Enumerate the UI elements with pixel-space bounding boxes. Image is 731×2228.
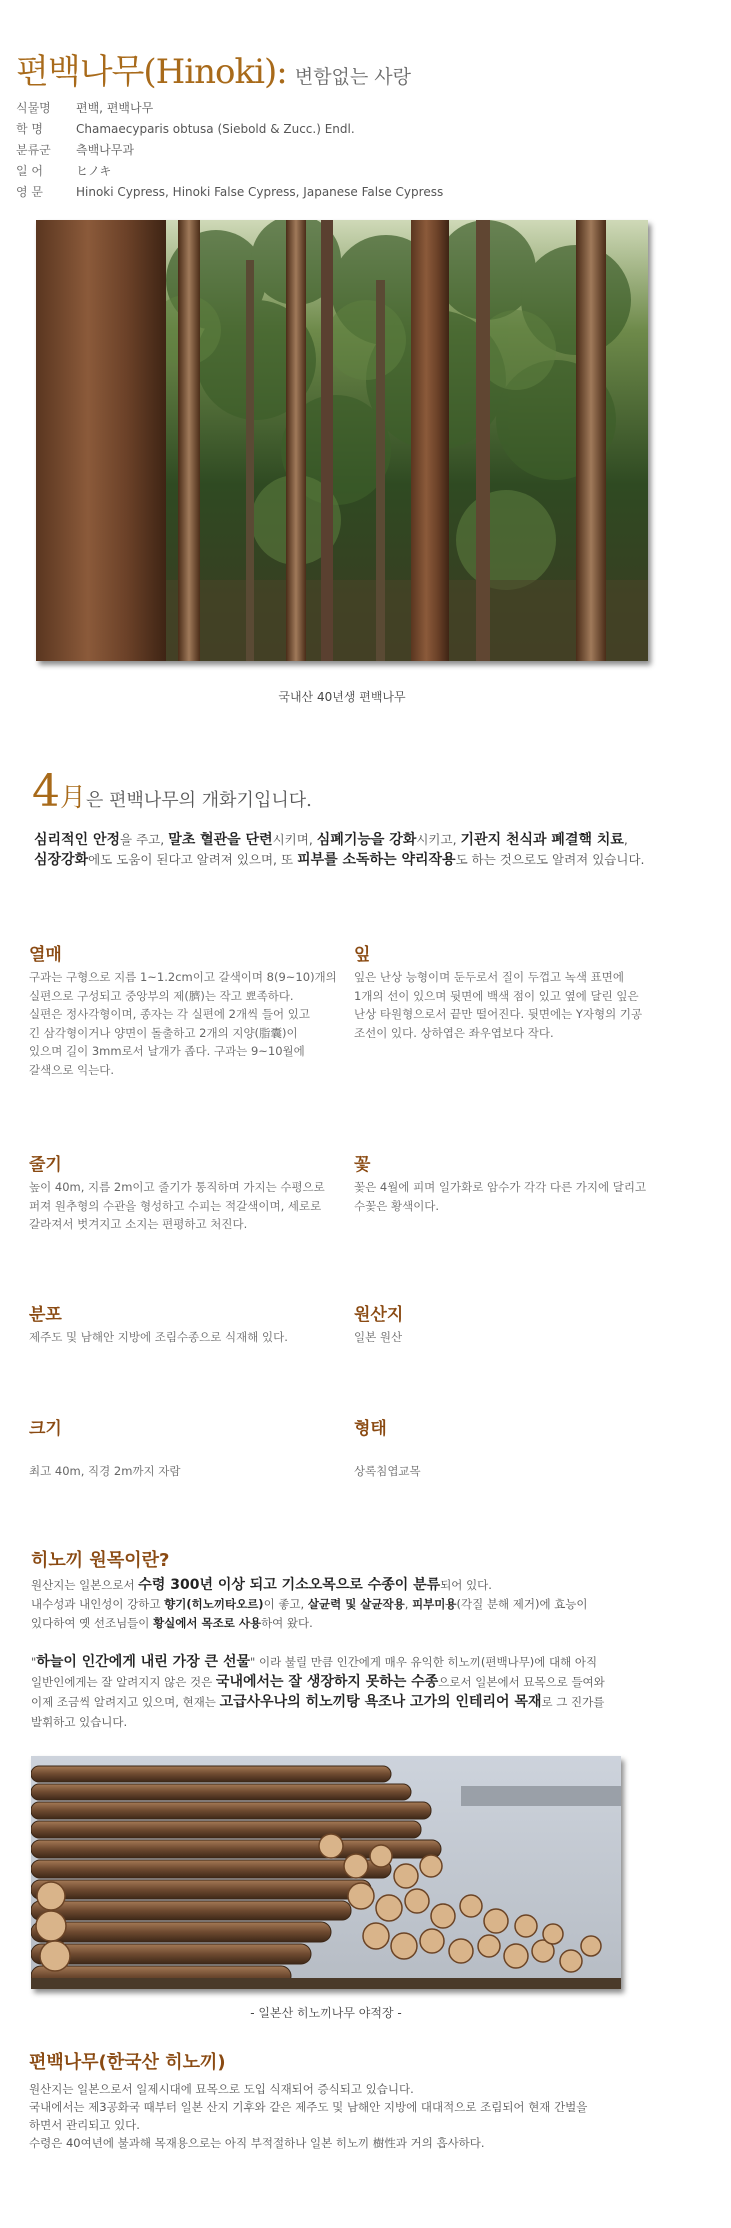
section-title-flower: 꽃 xyxy=(354,1155,371,1175)
intro-text: 시키며, xyxy=(272,832,317,847)
text-line xyxy=(31,1692,671,1712)
section-body-leaf xyxy=(354,968,674,1042)
info-row-scientific xyxy=(16,119,443,140)
body-line: 갈라져서 벗겨지고 소지는 편평하고 처진다. xyxy=(29,1217,248,1231)
section-title-size: 크기 xyxy=(29,1419,62,1439)
bold-text: 하늘이 인간에게 내린 가장 큰 선물 xyxy=(36,1654,251,1670)
info-row-name xyxy=(16,98,443,119)
section-body-size xyxy=(29,1462,339,1481)
intro-bold: 심폐기능을 강화 xyxy=(316,832,417,848)
body-line: 갈색으로 익는다. xyxy=(29,1062,115,1077)
text-line xyxy=(31,1652,671,1672)
intro-bold: 심장강화 xyxy=(34,852,89,868)
body-line: 실편으로 구성되고 중앙부의 제(臍)는 작고 뾰족하다. xyxy=(29,988,294,1003)
text-line: 원산지는 일본으로서 일제시대에 묘목으로 도입 식재되어 증식되고 있습니다. xyxy=(29,2082,414,2096)
body-line: 1개의 선이 있으며 뒷면에 백색 점이 있고 옆에 달린 잎은 xyxy=(354,988,639,1003)
plant-info-table xyxy=(16,98,443,203)
text: 일반인에게는 잘 알려지지 않은 것은 xyxy=(31,1675,216,1689)
text: 로 그 진가를 xyxy=(541,1695,605,1709)
hinoki-quote-paragraph xyxy=(31,1652,671,1732)
info-value: ヒノキ xyxy=(76,164,112,178)
bold-text: 황실에서 목조로 사용 xyxy=(153,1616,262,1630)
section-body-form xyxy=(354,1462,664,1481)
section-body-stem xyxy=(29,1178,339,1234)
body-line: 구과는 구형으로 지름 1~1.2cm이고 갈색이며 8(9~10)개의 xyxy=(29,970,337,984)
intro-bold: 피부를 소독하는 약리작용 xyxy=(297,852,456,868)
intro-text: 시키고, xyxy=(416,832,461,847)
text: 이제 조금씩 알려지고 있으며, 현재는 xyxy=(31,1695,220,1709)
hinoki-wood-paragraph xyxy=(31,1576,671,1633)
section-title-distribution: 분포 xyxy=(29,1305,62,1325)
text: 이 좋고, xyxy=(263,1597,308,1611)
intro-bold: 심리적인 안정 xyxy=(34,832,121,848)
info-row-family xyxy=(16,140,443,161)
korean-hinoki-title: 편백나무(한국산 히노끼) xyxy=(29,2052,226,2073)
month-unit: 月 xyxy=(60,783,87,813)
section-title-stem: 줄기 xyxy=(29,1155,62,1175)
section-title-leaf: 잎 xyxy=(354,945,371,965)
forest-photo-caption: 국내산 40년생 편백나무 xyxy=(278,690,406,704)
log-yard-photo xyxy=(31,1756,621,1989)
body-line: 긴 삼각형이거나 양면이 돌출하고 2개의 지양(脂囊)이 xyxy=(29,1025,298,1040)
bold-text: 향기(히노끼타오르) xyxy=(164,1597,264,1611)
section-body-flower xyxy=(354,1178,674,1215)
body-line: 조선이 있다. 상하엽은 좌우엽보다 작다. xyxy=(354,1025,554,1040)
info-key: 식물명 xyxy=(16,101,51,115)
title-colon: : xyxy=(276,52,288,92)
info-key: 영 문 xyxy=(16,185,43,199)
body-line: 퍼져 원추형의 수관을 형성하고 수피는 적갈색이며, 세로로 xyxy=(29,1198,322,1213)
text: 하여 왔다. xyxy=(261,1616,313,1630)
page-title xyxy=(16,44,411,93)
info-value: 측백나무과 xyxy=(76,143,134,157)
info-value: Hinoki Cypress, Hinoki False Cypress, Japanese False Cypress xyxy=(76,185,444,199)
body-line: 실편은 정사각형이며, 종자는 각 실편에 2개씩 들어 있고 xyxy=(29,1007,310,1021)
section-body-origin xyxy=(354,1328,664,1347)
text: , xyxy=(404,1597,413,1611)
hinoki-wood-title: 히노끼 원목이란? xyxy=(31,1550,170,1571)
text-line xyxy=(31,1672,671,1692)
section-body-distribution xyxy=(29,1328,339,1347)
text: " xyxy=(31,1655,37,1669)
bold-text: 수령 300년 이상 되고 기소오목으로 수종이 분류 xyxy=(138,1577,441,1593)
info-value: 편백, 편백나무 xyxy=(76,101,154,115)
info-row-japanese xyxy=(16,161,443,182)
section-body-fruit xyxy=(29,968,339,1079)
body-line: 일본 원산 xyxy=(354,1330,403,1344)
intro-text: 에도 도움이 된다고 알려져 있으며, 또 xyxy=(88,852,298,867)
body-line: 최고 40m, 직경 2m까지 자람 xyxy=(29,1464,181,1478)
intro-text: 도 하는 것으로도 알려져 있습니다. xyxy=(455,852,645,867)
intro-bold: 말초 혈관을 단련 xyxy=(168,832,273,848)
text: 으로서 일본에서 묘목으로 들여와 xyxy=(438,1675,605,1689)
bold-text: 고급사우나의 히노끼탕 욕조나 고가의 인테리어 목재 xyxy=(219,1694,542,1710)
info-key: 학 명 xyxy=(16,122,43,136)
section-title-fruit: 열매 xyxy=(29,945,62,965)
body-line: 잎은 난상 능형이며 둔두로서 질이 두껍고 녹색 표면에 xyxy=(354,970,624,984)
log-yard-caption: - 일본산 히노끼나무 야적장 - xyxy=(250,2006,402,2020)
info-value: Chamaecyparis obtusa (Siebold & Zucc.) Endl. xyxy=(76,122,355,136)
bold-text: 살균력 및 살균작용 xyxy=(307,1597,405,1611)
section-title-origin: 원산지 xyxy=(354,1305,404,1325)
text-line xyxy=(31,1595,671,1614)
intro-bold: 기관지 천식과 폐결핵 치료 xyxy=(460,832,624,848)
intro-text: 을 주고, xyxy=(120,832,169,847)
text: 내수성과 내인성이 강하고 xyxy=(31,1597,165,1611)
forest-photo xyxy=(36,220,648,661)
body-line: 있으며 길이 3mm로서 날개가 좁다. 구과는 9~10월에 xyxy=(29,1044,305,1058)
title-main: 편백나무(Hinoki) xyxy=(16,52,277,92)
intro-text: , xyxy=(623,832,628,847)
month-number: 4 xyxy=(32,766,60,817)
text-line: 발휘하고 있습니다. xyxy=(31,1715,128,1729)
body-line: 높이 40m, 지름 2m이고 줄기가 통직하며 가지는 수평으로 xyxy=(29,1180,325,1194)
text-line: 수령은 40여년에 불과해 목재용으로는 아직 부적절하나 일본 히노끼 樹性과 거의 흡사하다. xyxy=(29,2136,485,2150)
text-line xyxy=(31,1576,671,1595)
text-line xyxy=(31,1614,671,1633)
text: 있다하여 옛 선조님들이 xyxy=(31,1616,154,1630)
body-line: 상록침엽교목 xyxy=(354,1464,421,1478)
info-key: 일 어 xyxy=(16,164,43,178)
korean-hinoki-paragraph xyxy=(29,2080,689,2152)
intro-paragraph xyxy=(34,830,674,870)
body-line: 제주도 및 남해안 지방에 조림수종으로 식재해 있다. xyxy=(29,1330,288,1344)
info-row-english xyxy=(16,182,443,203)
text: 원산지는 일본으로서 xyxy=(31,1578,139,1592)
text-line: 국내에서는 제3공화국 때부터 일본 산지 기후와 같은 제주도 및 남해안 지방에 대대적으로 조림되어 현재 간벌을 xyxy=(29,2100,588,2114)
title-subtitle: 변함없는 사랑 xyxy=(294,66,412,88)
section-title-form: 형태 xyxy=(354,1419,387,1439)
body-line: 수꽃은 황색이다. xyxy=(354,1198,440,1213)
text: 되어 있다. xyxy=(440,1578,492,1592)
flowering-month-heading xyxy=(32,766,312,817)
bold-text: 피부미용 xyxy=(412,1597,457,1611)
body-line: 난상 타원형으로서 끝만 떨어진다. 뒷면에는 Y자형의 기공 xyxy=(354,1007,643,1021)
body-line: 꽃은 4월에 피며 일가화로 암수가 각각 다른 가지에 달리고 xyxy=(354,1180,647,1194)
text: " 이라 불릴 만큼 인간에게 매우 유익한 히노끼(편백나무)에 대해 아직 xyxy=(250,1655,598,1669)
info-key: 분류군 xyxy=(16,143,51,157)
text-line: 하면서 관리되고 있다. xyxy=(29,2118,140,2132)
month-text: 은 편백나무의 개화기입니다. xyxy=(86,790,312,811)
text: (각질 분해 제거)에 효능이 xyxy=(456,1597,588,1611)
bold-text: 국내에서는 잘 생장하지 못하는 수종 xyxy=(215,1674,439,1690)
